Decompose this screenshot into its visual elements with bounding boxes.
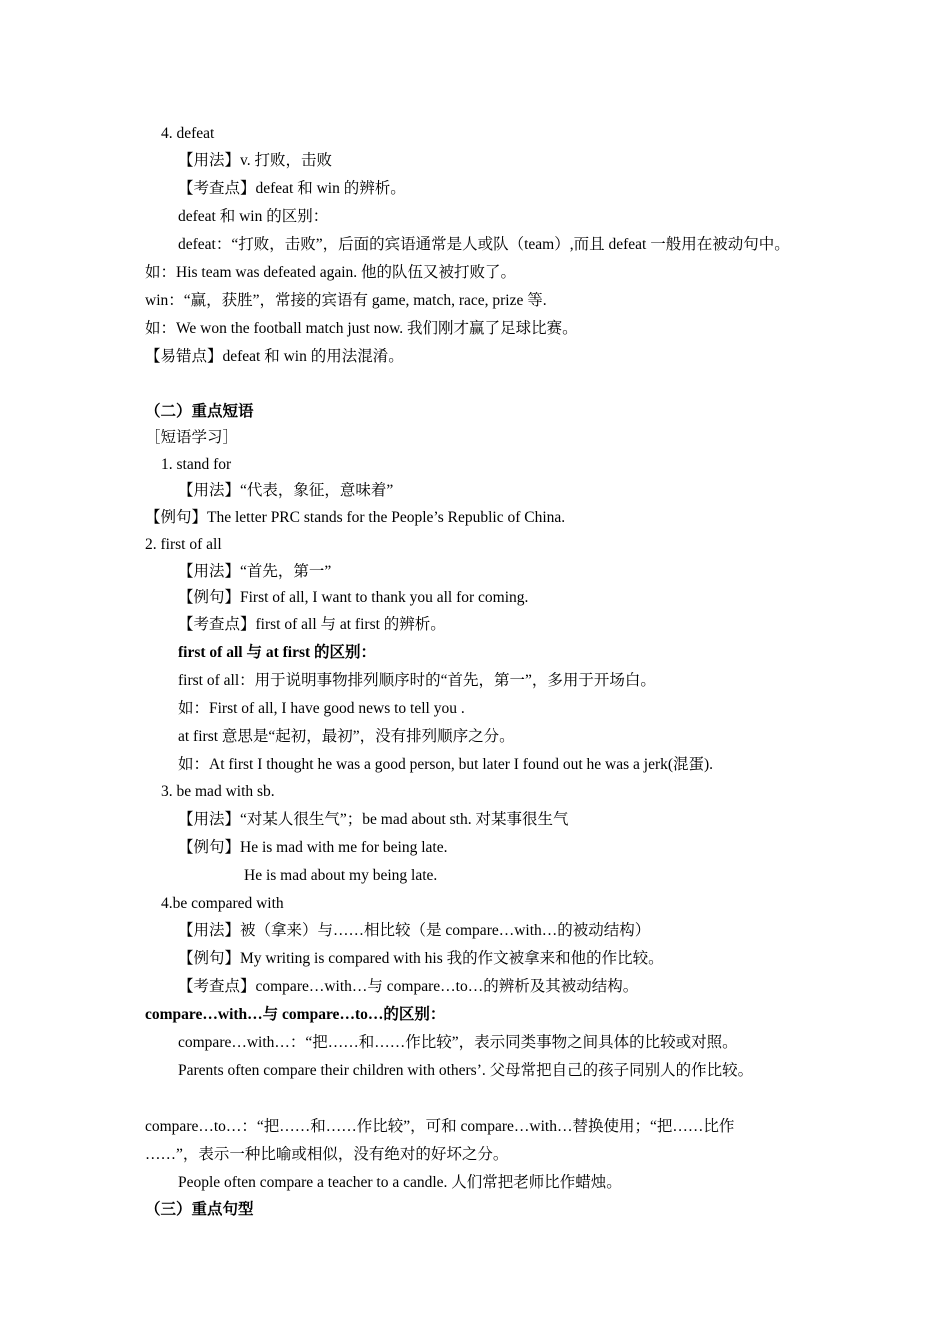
difference-heading: compare…with…与 compare…to…的区别： — [145, 1006, 446, 1023]
test-point-line: 【考查点】compare…with…与 compare…to…的辨析及其被动结构。 — [178, 978, 639, 995]
example-sentence: Parents often compare their children with others’. 父母常把自己的孩子同别人的作比较。 — [178, 1062, 754, 1079]
common-error-line: 【易错点】defeat 和 win 的用法混淆。 — [145, 348, 404, 365]
section-heading-phrases: （二）重点短语 — [145, 403, 254, 420]
at-first-explanation: at first 意思是“起初，最初”，没有排列顺序之分。 — [178, 728, 515, 745]
example-sentence: People often compare a teacher to a candle. 人们常把老师比作蜡烛。 — [178, 1174, 622, 1191]
example-line: 如：First of all, I have good news to tell you . — [178, 700, 465, 717]
difference-heading: defeat 和 win 的区别： — [178, 208, 329, 225]
example-sentence: 【例句】He is mad with me for being late. — [178, 839, 448, 856]
example-sentence: 【例句】My writing is compared with his 我的作文被拿来和他的作比较。 — [178, 950, 664, 967]
usage-line: 【用法】“代表，象征，意味着” — [178, 482, 394, 499]
example-sentence: 【例句】The letter PRC stands for the People’s Republic of China. — [145, 509, 566, 526]
item-4-heading: 4. defeat — [161, 125, 215, 142]
example-line: 如：His team was defeated again. 他的队伍又被打败了。 — [145, 264, 517, 281]
phrase-1-heading: 1. stand for — [161, 456, 232, 473]
usage-line: 【用法】被（拿来）与……相比较（是 compare…with…的被动结构） — [178, 922, 651, 939]
usage-line: 【用法】v. 打败，击败 — [178, 152, 332, 169]
compare-to-explanation-continued: ……”，表示一种比喻或相似，没有绝对的好坏之分。 — [145, 1146, 509, 1163]
win-explanation: win：“赢，获胜”，常接的宾语有 game, match, race, prize 等. — [145, 292, 547, 309]
phrase-study-label: ［短语学习］ — [145, 429, 239, 446]
phrase-3-heading: 3. be mad with sb. — [161, 783, 275, 800]
defeat-explanation: defeat：“打败，击败”，后面的宾语通常是人或队（team）,而且 defeat 一般用在被动句中。 — [178, 236, 790, 253]
compare-to-explanation: compare…to…：“把……和……作比较”，可和 compare…with…替换使用；“把……比作 — [145, 1118, 735, 1135]
test-point-line: 【考查点】defeat 和 win 的辨析。 — [178, 180, 406, 197]
phrase-4-heading: 4.be compared with — [161, 895, 284, 912]
example-line: 如：We won the football match just now. 我们刚才赢了足球比赛。 — [145, 320, 578, 337]
section-heading-sentence-patterns: （三）重点句型 — [145, 1201, 254, 1218]
first-of-all-explanation: first of all：用于说明事物排列顺序时的“首先，第一”，多用于开场白。 — [178, 672, 656, 689]
test-point-line: 【考查点】first of all 与 at first 的辨析。 — [178, 616, 446, 633]
example-sentence: 【例句】First of all, I want to thank you all for coming. — [178, 589, 529, 606]
example-sentence-continued: He is mad about my being late. — [244, 867, 438, 884]
usage-line: 【用法】“对某人很生气”；be mad about sth. 对某事很生气 — [178, 811, 569, 828]
phrase-2-heading: 2. first of all — [145, 536, 222, 553]
compare-with-explanation: compare…with…：“把……和……作比较”，表示同类事物之间具体的比较或对照。 — [178, 1034, 738, 1051]
example-line: 如：At first I thought he was a good person, but later I found out he was a jerk(混蛋). — [178, 756, 714, 773]
usage-line: 【用法】“首先，第一” — [178, 563, 332, 580]
difference-heading: first of all 与 at first 的区别： — [178, 644, 377, 661]
